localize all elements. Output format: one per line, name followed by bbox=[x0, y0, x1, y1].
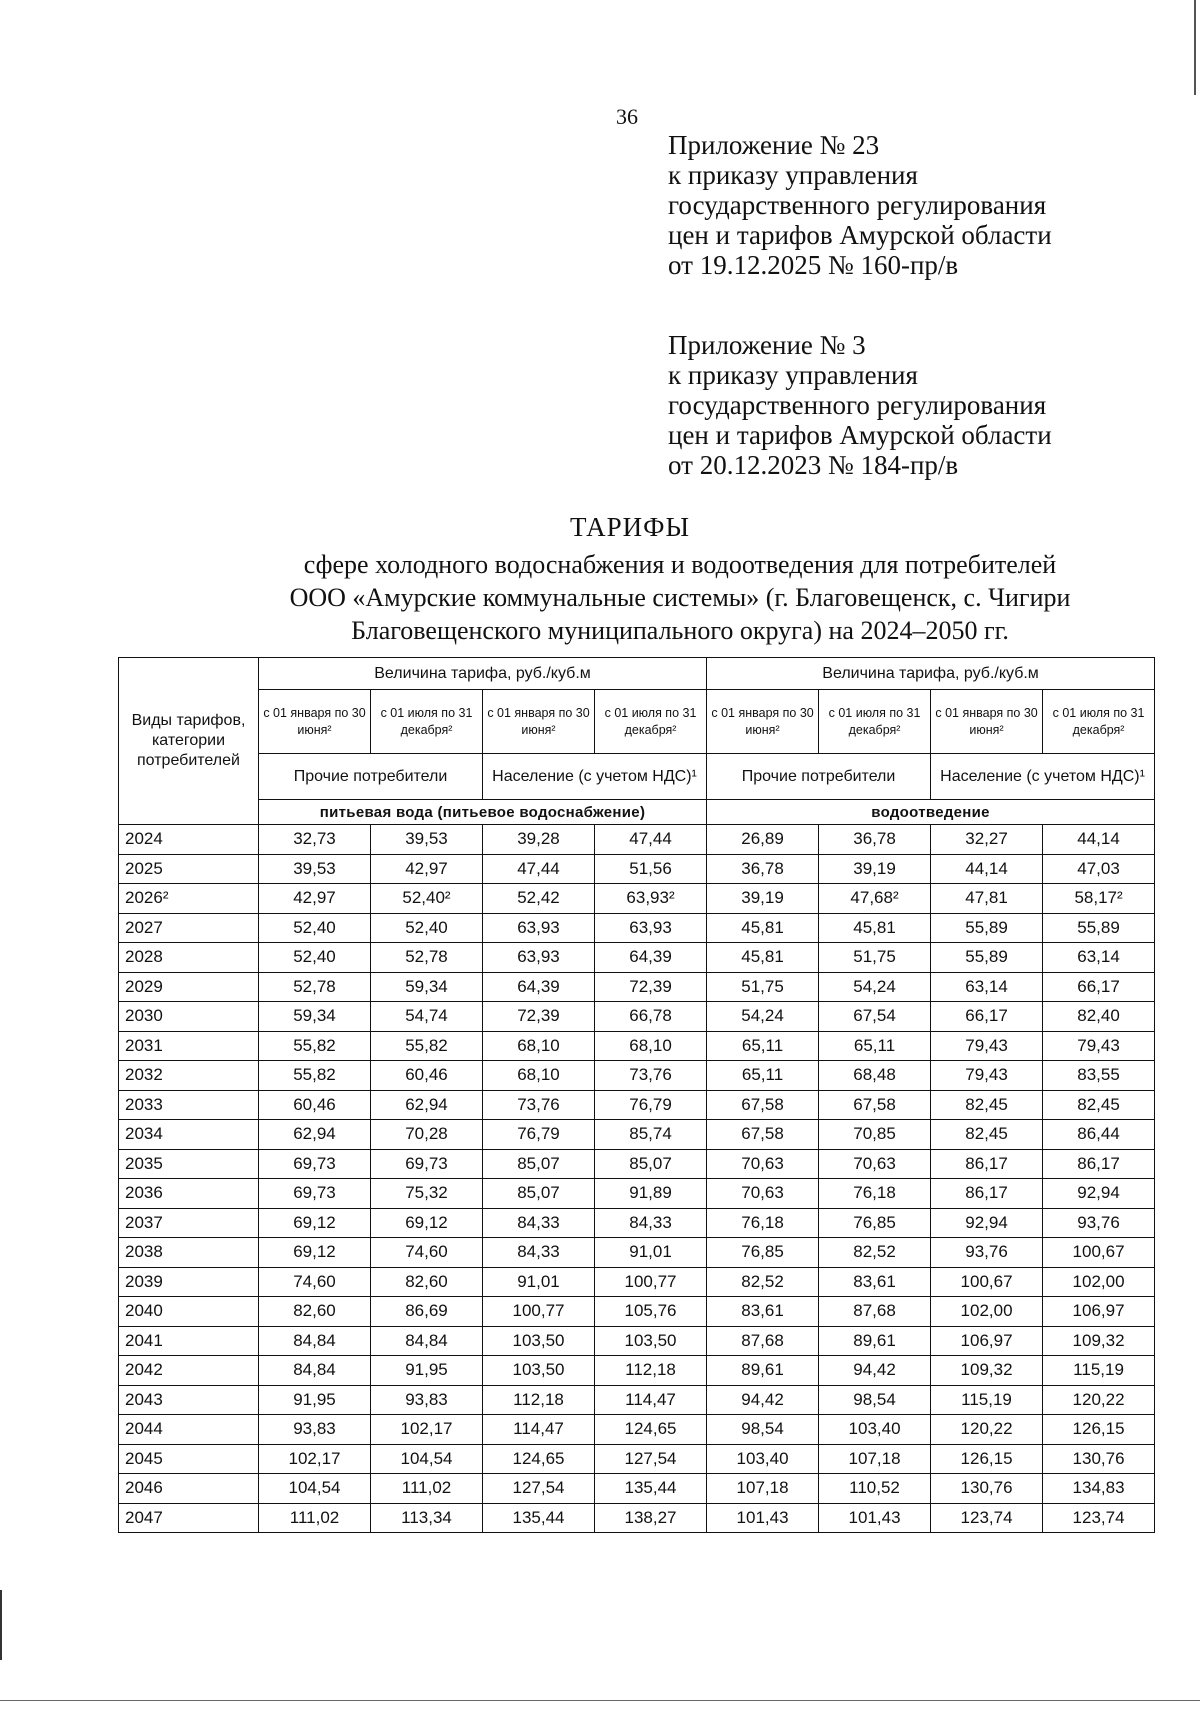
tariff-cell: 67,58 bbox=[819, 1090, 931, 1120]
category-header: Прочие потребители bbox=[259, 754, 483, 800]
tariff-cell: 82,45 bbox=[1043, 1090, 1155, 1120]
tariff-cell: 52,40 bbox=[259, 913, 371, 943]
tariff-cell: 69,73 bbox=[371, 1149, 483, 1179]
tariff-cell: 52,40² bbox=[371, 884, 483, 914]
tariff-cell: 93,83 bbox=[371, 1385, 483, 1415]
tariff-cell: 36,78 bbox=[707, 854, 819, 884]
tariff-cell: 76,79 bbox=[483, 1120, 595, 1150]
tariff-cell: 70,63 bbox=[819, 1149, 931, 1179]
tariff-cell: 100,77 bbox=[595, 1267, 707, 1297]
tariff-cell: 114,47 bbox=[595, 1385, 707, 1415]
tariff-cell: 64,39 bbox=[483, 972, 595, 1002]
tariff-cell: 85,07 bbox=[483, 1179, 595, 1209]
tariff-cell: 67,58 bbox=[707, 1120, 819, 1150]
tariff-cell: 102,00 bbox=[1043, 1267, 1155, 1297]
year-cell: 2043 bbox=[119, 1385, 259, 1415]
tariff-cell: 39,19 bbox=[707, 884, 819, 914]
year-cell: 2046 bbox=[119, 1474, 259, 1504]
year-cell: 2038 bbox=[119, 1238, 259, 1268]
table-row bbox=[119, 1267, 1155, 1297]
tariff-cell: 101,43 bbox=[707, 1503, 819, 1533]
tariff-cell: 103,50 bbox=[595, 1326, 707, 1356]
tariff-cell: 94,42 bbox=[819, 1356, 931, 1386]
tariff-cell: 115,19 bbox=[931, 1385, 1043, 1415]
year-cell: 2039 bbox=[119, 1267, 259, 1297]
year-cell: 2037 bbox=[119, 1208, 259, 1238]
tariff-cell: 44,14 bbox=[1043, 825, 1155, 855]
tariff-cell: 102,17 bbox=[371, 1415, 483, 1445]
tariff-cell: 79,43 bbox=[931, 1031, 1043, 1061]
tariff-cell: 85,74 bbox=[595, 1120, 707, 1150]
document-subtitle bbox=[100, 548, 1200, 647]
tariff-cell: 111,02 bbox=[371, 1474, 483, 1504]
tariff-cell: 47,44 bbox=[483, 854, 595, 884]
year-cell: 2029 bbox=[119, 972, 259, 1002]
period-header: с 01 июля по 31 декабря² bbox=[595, 690, 707, 754]
tariff-cell: 68,10 bbox=[483, 1031, 595, 1061]
tariff-cell: 102,00 bbox=[931, 1297, 1043, 1327]
tariff-cell: 59,34 bbox=[259, 1002, 371, 1032]
tariff-cell: 83,61 bbox=[819, 1267, 931, 1297]
tariff-cell: 70,63 bbox=[707, 1149, 819, 1179]
tariff-cell: 69,73 bbox=[259, 1179, 371, 1209]
group-header-sewer: Величина тарифа, руб./куб.м bbox=[707, 658, 1155, 690]
tariff-cell: 94,42 bbox=[707, 1385, 819, 1415]
tariff-cell: 64,39 bbox=[595, 943, 707, 973]
tariff-cell: 44,14 bbox=[931, 854, 1043, 884]
year-cell: 2044 bbox=[119, 1415, 259, 1445]
year-cell: 2042 bbox=[119, 1356, 259, 1386]
year-cell: 2028 bbox=[119, 943, 259, 973]
tariff-cell: 84,84 bbox=[259, 1356, 371, 1386]
scan-edge-mark bbox=[0, 1700, 1200, 1701]
tariff-cell: 79,43 bbox=[931, 1061, 1043, 1091]
tariff-cell: 26,89 bbox=[707, 825, 819, 855]
tariff-cell: 65,11 bbox=[707, 1031, 819, 1061]
tariff-cell: 76,18 bbox=[819, 1179, 931, 1209]
tariff-cell: 45,81 bbox=[707, 943, 819, 973]
scan-edge-mark bbox=[0, 1590, 2, 1660]
tariff-cell: 67,58 bbox=[707, 1090, 819, 1120]
tariff-cell: 45,81 bbox=[819, 913, 931, 943]
tariff-cell: 84,33 bbox=[595, 1208, 707, 1238]
document-title: ТАРИФЫ bbox=[569, 512, 691, 542]
period-header: с 01 июля по 31 декабря² bbox=[819, 690, 931, 754]
page-number: 36 bbox=[616, 104, 638, 129]
tariff-cell: 60,46 bbox=[259, 1090, 371, 1120]
tariff-cell: 83,61 bbox=[707, 1297, 819, 1327]
tariff-cell: 89,61 bbox=[707, 1356, 819, 1386]
tariff-cell: 123,74 bbox=[1043, 1503, 1155, 1533]
period-header: с 01 января по 30 июня² bbox=[707, 690, 819, 754]
tariff-cell: 123,74 bbox=[931, 1503, 1043, 1533]
tariff-cell: 67,54 bbox=[819, 1002, 931, 1032]
tariff-cell: 98,54 bbox=[819, 1385, 931, 1415]
tariff-cell: 127,54 bbox=[595, 1444, 707, 1474]
tariff-cell: 92,94 bbox=[1043, 1179, 1155, 1209]
tariff-cell: 32,73 bbox=[259, 825, 371, 855]
tariff-cell: 86,17 bbox=[931, 1179, 1043, 1209]
tariff-cell: 54,74 bbox=[371, 1002, 483, 1032]
annex-line: от 20.12.2023 № 184-пр/в bbox=[668, 450, 959, 480]
tariff-cell: 106,97 bbox=[1043, 1297, 1155, 1327]
tariff-cell: 115,19 bbox=[1043, 1356, 1155, 1386]
tariff-cell: 63,93 bbox=[483, 943, 595, 973]
tariff-cell: 126,15 bbox=[931, 1444, 1043, 1474]
tariff-cell: 76,85 bbox=[707, 1238, 819, 1268]
tariff-cell: 55,82 bbox=[371, 1031, 483, 1061]
tariff-cell: 85,07 bbox=[483, 1149, 595, 1179]
tariff-cell: 68,48 bbox=[819, 1061, 931, 1091]
period-header: с 01 июля по 31 декабря² bbox=[371, 690, 483, 754]
section-header-water: питьевая вода (питьевое водоснабжение) bbox=[259, 800, 707, 825]
tariff-cell: 82,60 bbox=[371, 1267, 483, 1297]
tariff-cell: 91,95 bbox=[371, 1356, 483, 1386]
year-cell: 2033 bbox=[119, 1090, 259, 1120]
tariff-cell: 84,84 bbox=[259, 1326, 371, 1356]
tariff-cell: 69,12 bbox=[259, 1208, 371, 1238]
tariff-cell: 63,93 bbox=[483, 913, 595, 943]
tariff-cell: 69,73 bbox=[259, 1149, 371, 1179]
year-cell: 2025 bbox=[119, 854, 259, 884]
tariff-cell: 104,54 bbox=[371, 1444, 483, 1474]
table-row bbox=[119, 1120, 1155, 1150]
annex-original bbox=[668, 330, 1052, 480]
tariff-cell: 63,14 bbox=[1043, 943, 1155, 973]
period-header: с 01 января по 30 июня² bbox=[259, 690, 371, 754]
year-cell: 2040 bbox=[119, 1297, 259, 1327]
table-row bbox=[119, 1179, 1155, 1209]
tariff-cell: 72,39 bbox=[595, 972, 707, 1002]
tariff-cell: 70,85 bbox=[819, 1120, 931, 1150]
tariff-cell: 55,89 bbox=[931, 943, 1043, 973]
year-cell: 2034 bbox=[119, 1120, 259, 1150]
table-row bbox=[119, 1061, 1155, 1091]
section-header-sewer: водоотведение bbox=[707, 800, 1155, 825]
category-header: Население (с учетом НДС)¹ bbox=[931, 754, 1155, 800]
annex-line: государственного регулирования bbox=[668, 390, 1047, 420]
year-cell: 2024 bbox=[119, 825, 259, 855]
tariff-cell: 70,28 bbox=[371, 1120, 483, 1150]
tariff-cell: 100,67 bbox=[1043, 1238, 1155, 1268]
tariff-cell: 65,11 bbox=[819, 1031, 931, 1061]
group-header-water: Величина тарифа, руб./куб.м bbox=[259, 658, 707, 690]
tariff-cell: 76,85 bbox=[819, 1208, 931, 1238]
year-cell: 2035 bbox=[119, 1149, 259, 1179]
tariff-cell: 66,78 bbox=[595, 1002, 707, 1032]
tariff-cell: 42,97 bbox=[259, 884, 371, 914]
tariff-cell: 51,75 bbox=[819, 943, 931, 973]
tariff-cell: 135,44 bbox=[483, 1503, 595, 1533]
tariff-cell: 66,17 bbox=[931, 1002, 1043, 1032]
tariff-cell: 130,76 bbox=[931, 1474, 1043, 1504]
tariff-cell: 106,97 bbox=[931, 1326, 1043, 1356]
annex-line: к приказу управления bbox=[668, 360, 918, 390]
tariff-cell: 91,01 bbox=[595, 1238, 707, 1268]
tariff-cell: 86,17 bbox=[1043, 1149, 1155, 1179]
tariff-cell: 66,17 bbox=[1043, 972, 1155, 1002]
tariff-cell: 84,84 bbox=[371, 1326, 483, 1356]
table-row bbox=[119, 854, 1155, 884]
tariff-cell: 91,01 bbox=[483, 1267, 595, 1297]
tariff-cell: 39,53 bbox=[371, 825, 483, 855]
tariff-cell: 51,75 bbox=[707, 972, 819, 1002]
tariff-cell: 55,89 bbox=[1043, 913, 1155, 943]
tariff-cell: 68,10 bbox=[483, 1061, 595, 1091]
tariff-cell: 72,39 bbox=[483, 1002, 595, 1032]
tariff-cell: 124,65 bbox=[483, 1444, 595, 1474]
year-cell: 2027 bbox=[119, 913, 259, 943]
table-row bbox=[119, 972, 1155, 1002]
period-header: с 01 июля по 31 декабря² bbox=[1043, 690, 1155, 754]
tariff-cell: 87,68 bbox=[707, 1326, 819, 1356]
subtitle-line: сфере холодного водоснабжения и водоотведения для потребителей bbox=[303, 550, 1057, 579]
tariff-cell: 62,94 bbox=[259, 1120, 371, 1150]
tariff-cell: 59,34 bbox=[371, 972, 483, 1002]
tariff-cell: 51,56 bbox=[595, 854, 707, 884]
table-row bbox=[119, 1503, 1155, 1533]
tariff-cell: 84,33 bbox=[483, 1208, 595, 1238]
tariff-cell: 82,52 bbox=[819, 1238, 931, 1268]
tariff-cell: 65,11 bbox=[707, 1061, 819, 1091]
tariff-cell: 55,89 bbox=[931, 913, 1043, 943]
table-row bbox=[119, 1090, 1155, 1120]
tariff-cell: 32,27 bbox=[931, 825, 1043, 855]
tariff-cell: 93,76 bbox=[931, 1238, 1043, 1268]
table-row bbox=[119, 943, 1155, 973]
tariff-cell: 45,81 bbox=[707, 913, 819, 943]
tariff-cell: 47,68² bbox=[819, 884, 931, 914]
tariff-cell: 39,28 bbox=[483, 825, 595, 855]
tariff-cell: 52,42 bbox=[483, 884, 595, 914]
tariff-cell: 60,46 bbox=[371, 1061, 483, 1091]
annex-line: цен и тарифов Амурской области bbox=[668, 220, 1052, 250]
tariff-cell: 93,83 bbox=[259, 1415, 371, 1445]
tariff-cell: 47,03 bbox=[1043, 854, 1155, 884]
tariff-cell: 63,93² bbox=[595, 884, 707, 914]
tariff-cell: 130,76 bbox=[1043, 1444, 1155, 1474]
tariff-cell: 105,76 bbox=[595, 1297, 707, 1327]
tariff-cell: 103,50 bbox=[483, 1356, 595, 1386]
tariff-cell: 134,83 bbox=[1043, 1474, 1155, 1504]
table-row bbox=[119, 1208, 1155, 1238]
tariff-cell: 107,18 bbox=[819, 1444, 931, 1474]
tariff-cell: 75,32 bbox=[371, 1179, 483, 1209]
subtitle-line: ООО «Амурские коммунальные системы» (г. Благовещенск, с. Чигири bbox=[289, 583, 1071, 612]
table-row bbox=[119, 1002, 1155, 1032]
tariff-cell: 111,02 bbox=[259, 1503, 371, 1533]
tariff-cell: 82,45 bbox=[931, 1120, 1043, 1150]
tariff-cell: 74,60 bbox=[371, 1238, 483, 1268]
scan-edge-mark bbox=[1194, 0, 1196, 95]
table-row bbox=[119, 825, 1155, 855]
table-row bbox=[119, 1444, 1155, 1474]
tariff-cell: 124,65 bbox=[595, 1415, 707, 1445]
tariff-cell: 120,22 bbox=[1043, 1385, 1155, 1415]
tariff-cell: 62,94 bbox=[371, 1090, 483, 1120]
annex-line: государственного регулирования bbox=[668, 190, 1047, 220]
tariff-cell: 135,44 bbox=[595, 1474, 707, 1504]
tariff-cell: 82,60 bbox=[259, 1297, 371, 1327]
table-row bbox=[119, 1031, 1155, 1061]
year-cell: 2047 bbox=[119, 1503, 259, 1533]
tariff-cell: 91,89 bbox=[595, 1179, 707, 1209]
subtitle-line: Благовещенского муниципального округа) на 2024–2050 гг. bbox=[351, 616, 1009, 645]
tariff-table bbox=[118, 657, 1155, 1533]
tariff-cell: 98,54 bbox=[707, 1415, 819, 1445]
year-cell: 2030 bbox=[119, 1002, 259, 1032]
tariff-cell: 107,18 bbox=[707, 1474, 819, 1504]
year-cell: 2026² bbox=[119, 884, 259, 914]
annex-line: к приказу управления bbox=[668, 160, 918, 190]
tariff-cell: 55,82 bbox=[259, 1061, 371, 1091]
side-header: Виды тарифов, категории потребителей bbox=[119, 658, 259, 825]
year-cell: 2045 bbox=[119, 1444, 259, 1474]
tariff-cell: 55,82 bbox=[259, 1031, 371, 1061]
annex-line: Приложение № 3 bbox=[668, 330, 866, 360]
tariff-cell: 63,93 bbox=[595, 913, 707, 943]
tariff-cell: 86,44 bbox=[1043, 1120, 1155, 1150]
table-row bbox=[119, 913, 1155, 943]
year-cell: 2041 bbox=[119, 1326, 259, 1356]
tariff-cell: 82,40 bbox=[1043, 1002, 1155, 1032]
tariff-cell: 54,24 bbox=[707, 1002, 819, 1032]
tariff-cell: 52,40 bbox=[371, 913, 483, 943]
tariff-cell: 73,76 bbox=[483, 1090, 595, 1120]
tariff-cell: 86,69 bbox=[371, 1297, 483, 1327]
tariff-cell: 52,40 bbox=[259, 943, 371, 973]
tariff-cell: 76,79 bbox=[595, 1090, 707, 1120]
tariff-cell: 114,47 bbox=[483, 1415, 595, 1445]
tariff-cell: 70,63 bbox=[707, 1179, 819, 1209]
tariff-cell: 69,12 bbox=[259, 1238, 371, 1268]
tariff-cell: 103,50 bbox=[483, 1326, 595, 1356]
tariff-cell: 39,19 bbox=[819, 854, 931, 884]
tariff-cell: 69,12 bbox=[371, 1208, 483, 1238]
table-row bbox=[119, 1474, 1155, 1504]
year-cell: 2032 bbox=[119, 1061, 259, 1091]
table-row bbox=[119, 1326, 1155, 1356]
tariff-cell: 126,15 bbox=[1043, 1415, 1155, 1445]
table-row bbox=[119, 1238, 1155, 1268]
table-row bbox=[119, 884, 1155, 914]
tariff-cell: 103,40 bbox=[819, 1415, 931, 1445]
category-header: Прочие потребители bbox=[707, 754, 931, 800]
tariff-cell: 113,34 bbox=[371, 1503, 483, 1533]
tariff-cell: 68,10 bbox=[595, 1031, 707, 1061]
tariff-cell: 76,18 bbox=[707, 1208, 819, 1238]
tariff-cell: 110,52 bbox=[819, 1474, 931, 1504]
tariff-cell: 100,77 bbox=[483, 1297, 595, 1327]
tariff-cell: 39,53 bbox=[259, 854, 371, 884]
tariff-cell: 112,18 bbox=[483, 1385, 595, 1415]
tariff-cell: 85,07 bbox=[595, 1149, 707, 1179]
table-row bbox=[119, 1415, 1155, 1445]
annex-line: Приложение № 23 bbox=[668, 130, 880, 160]
tariff-cell: 101,43 bbox=[819, 1503, 931, 1533]
tariff-cell: 102,17 bbox=[259, 1444, 371, 1474]
annex-current bbox=[668, 130, 1052, 280]
period-header: с 01 января по 30 июня² bbox=[931, 690, 1043, 754]
tariff-cell: 87,68 bbox=[819, 1297, 931, 1327]
table-row bbox=[119, 1385, 1155, 1415]
tariff-cell: 63,14 bbox=[931, 972, 1043, 1002]
year-cell: 2031 bbox=[119, 1031, 259, 1061]
tariff-cell: 54,24 bbox=[819, 972, 931, 1002]
tariff-cell: 74,60 bbox=[259, 1267, 371, 1297]
tariff-cell: 83,55 bbox=[1043, 1061, 1155, 1091]
tariff-cell: 138,27 bbox=[595, 1503, 707, 1533]
tariff-cell: 120,22 bbox=[931, 1415, 1043, 1445]
tariff-cell: 58,17² bbox=[1043, 884, 1155, 914]
tariff-cell: 79,43 bbox=[1043, 1031, 1155, 1061]
annex-line: от 19.12.2025 № 160-пр/в bbox=[668, 250, 959, 280]
period-header: с 01 января по 30 июня² bbox=[483, 690, 595, 754]
tariff-cell: 112,18 bbox=[595, 1356, 707, 1386]
tariff-cell: 36,78 bbox=[819, 825, 931, 855]
tariff-cell: 103,40 bbox=[707, 1444, 819, 1474]
tariff-cell: 52,78 bbox=[371, 943, 483, 973]
tariff-cell: 91,95 bbox=[259, 1385, 371, 1415]
table-row bbox=[119, 1297, 1155, 1327]
tariff-cell: 52,78 bbox=[259, 972, 371, 1002]
tariff-cell: 127,54 bbox=[483, 1474, 595, 1504]
annex-line: цен и тарифов Амурской области bbox=[668, 420, 1052, 450]
table-row bbox=[119, 1356, 1155, 1386]
tariff-cell: 47,44 bbox=[595, 825, 707, 855]
tariff-cell: 89,61 bbox=[819, 1326, 931, 1356]
tariff-cell: 82,52 bbox=[707, 1267, 819, 1297]
tariff-cell: 73,76 bbox=[595, 1061, 707, 1091]
tariff-cell: 93,76 bbox=[1043, 1208, 1155, 1238]
tariff-cell: 109,32 bbox=[931, 1356, 1043, 1386]
tariff-cell: 92,94 bbox=[931, 1208, 1043, 1238]
tariff-cell: 84,33 bbox=[483, 1238, 595, 1268]
tariff-cell: 100,67 bbox=[931, 1267, 1043, 1297]
year-cell: 2036 bbox=[119, 1179, 259, 1209]
table-row bbox=[119, 1149, 1155, 1179]
tariff-cell: 47,81 bbox=[931, 884, 1043, 914]
tariff-cell: 82,45 bbox=[931, 1090, 1043, 1120]
tariff-cell: 104,54 bbox=[259, 1474, 371, 1504]
tariff-cell: 86,17 bbox=[931, 1149, 1043, 1179]
tariff-cell: 42,97 bbox=[371, 854, 483, 884]
category-header: Население (с учетом НДС)¹ bbox=[483, 754, 707, 800]
tariff-cell: 109,32 bbox=[1043, 1326, 1155, 1356]
